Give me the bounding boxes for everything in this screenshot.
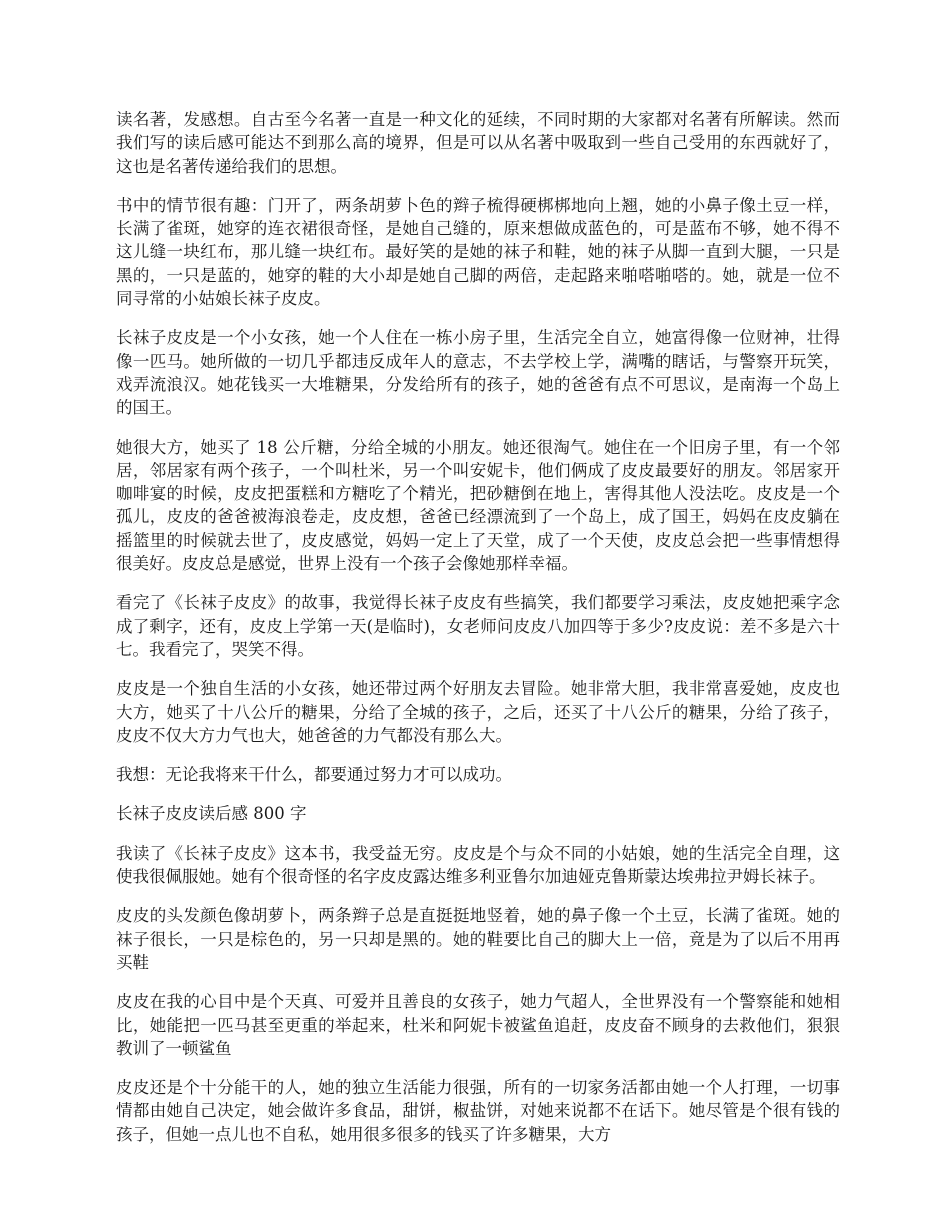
paragraph-reflection: 我想：无论我将来干什么，都要通过努力才可以成功。	[116, 765, 512, 785]
paragraph-capable: 皮皮还是个十分能干的人，她的独立生活能力很强，所有的一切家务活都由她一个人打理，一切事情都由她自己决定，她会做许多食品，甜饼，椒盐饼，对她来说都不在话下。她尽管是个很有钱的孩子，但她一点儿也不自私，她用很多很多的钱买了许多糖果，大方	[116, 1078, 840, 1144]
paragraph-character: 长袜子皮皮是一个小女孩，她一个人住在一栋小房子里，生活完全自立，她富得像一位财神，壮得像一匹马。她所做的一切几乎都违反成年人的意志，不去学校上学，满嘴的瞎话，与警察开玩笑，戏弄流浪汉。她花钱买一大堆糖果，分发给所有的孩子，她的爸爸有点不可思议，是南海一个岛上的国王。	[116, 328, 840, 418]
paragraph-brave: 皮皮在我的心目中是个天真、可爱并且善良的女孩子，她力气超人，全世界没有一个警察能和她相比，她能把一匹马甚至更重的举起来，杜米和阿妮卡被鲨鱼追赶，皮皮奋不顾身的去救他们，狠狠教训了一顿鲨鱼	[116, 992, 840, 1058]
paragraph-adventure: 皮皮是一个独自生活的小女孩，她还带过两个好朋友去冒险。她非常大胆，我非常喜爱她，皮皮也大方，她买了十八公斤的糖果，分给了全城的孩子，之后，还买了十八公斤的糖果，分给了孩子，皮皮不仅大方力气也大，她爸爸的力气都没有那么大。	[116, 679, 840, 745]
paragraph-generous: 她很大方，她买了 18 公斤糖，分给全城的小朋友。她还很淘气。她住在一个旧房子里，有一个邻居，邻居家有两个孩子，一个叫杜米，另一个叫安妮卡，他们俩成了皮皮最要好的朋友。邻居家开咖啡宴的时候，皮皮把蛋糕和方糖吃了个精光，把砂糖倒在地上，害得其他人没法吃。皮皮是一个孤儿，皮皮的爸爸被海浪卷走，皮皮想，爸爸已经漂流到了一个岛上，成了国王，妈妈在皮皮躺在摇篮里的时候就去世了，皮皮感觉，妈妈一定上了天堂，成了一个天使，皮皮总会把一些事情想得很美好。皮皮总是感觉，世界上没有一个孩子会像她那样幸福。	[116, 437, 840, 574]
paragraph-intro: 读名著，发感想。自古至今名著一直是一种文化的延续，不同时期的大家都对名著有所解读。然而我们写的读后感可能达不到那么高的境界，但是可以从名著中吸取到一些自己受用的东西就好了，这也是名著传递给我们的思想。	[116, 110, 840, 176]
paragraph-funny: 看完了《长袜子皮皮》的故事，我觉得长袜子皮皮有些搞笑，我们都要学习乘法，皮皮她把乘字念成了剩字，还有，皮皮上学第一天(是临时)，女老师问皮皮八加四等于多少?皮皮说：差不多是六十七。我看完了，哭笑不得。	[116, 593, 840, 659]
paragraph-plot: 书中的情节很有趣：门开了，两条胡萝卜色的辫子梳得硬梆梆地向上翘，她的小鼻子像土豆一样，长满了雀斑，她穿的连衣裙很奇怪，是她自己缝的，原来想做成蓝色的，可是蓝布不够，她不得不这儿缝一块红布，那儿缝一块红布。最好笑的是她的袜子和鞋，她的袜子从脚一直到大腿，一只是黑的，一只是蓝的，她穿的鞋的大小却是她自己脚的两倍，走起路来啪嗒啪嗒的。她，就是一位不同寻常的小姑娘长袜子皮皮。	[116, 195, 840, 309]
document-body	[116, 108, 840, 1162]
section-heading: 长袜子皮皮读后感 800 字	[116, 804, 307, 824]
paragraph-appearance: 皮皮的头发颜色像胡萝卜，两条辫子总是直挺挺地竖着，她的鼻子像一个土豆，长满了雀斑。她的袜子很长，一只是棕色的，另一只却是黑的。她的鞋要比自己的脚大上一倍，竟是为了以后不用再买鞋	[116, 906, 840, 972]
paragraph-second-essay-intro: 我读了《长袜子皮皮》这本书，我受益无穷。皮皮是个与众不同的小姑娘，她的生活完全自理，这使我很佩服她。她有个很奇怪的名字皮皮露达维多利亚鲁尔加迪娅克鲁斯蒙达埃弗拉尹姆长袜子。	[116, 843, 840, 887]
